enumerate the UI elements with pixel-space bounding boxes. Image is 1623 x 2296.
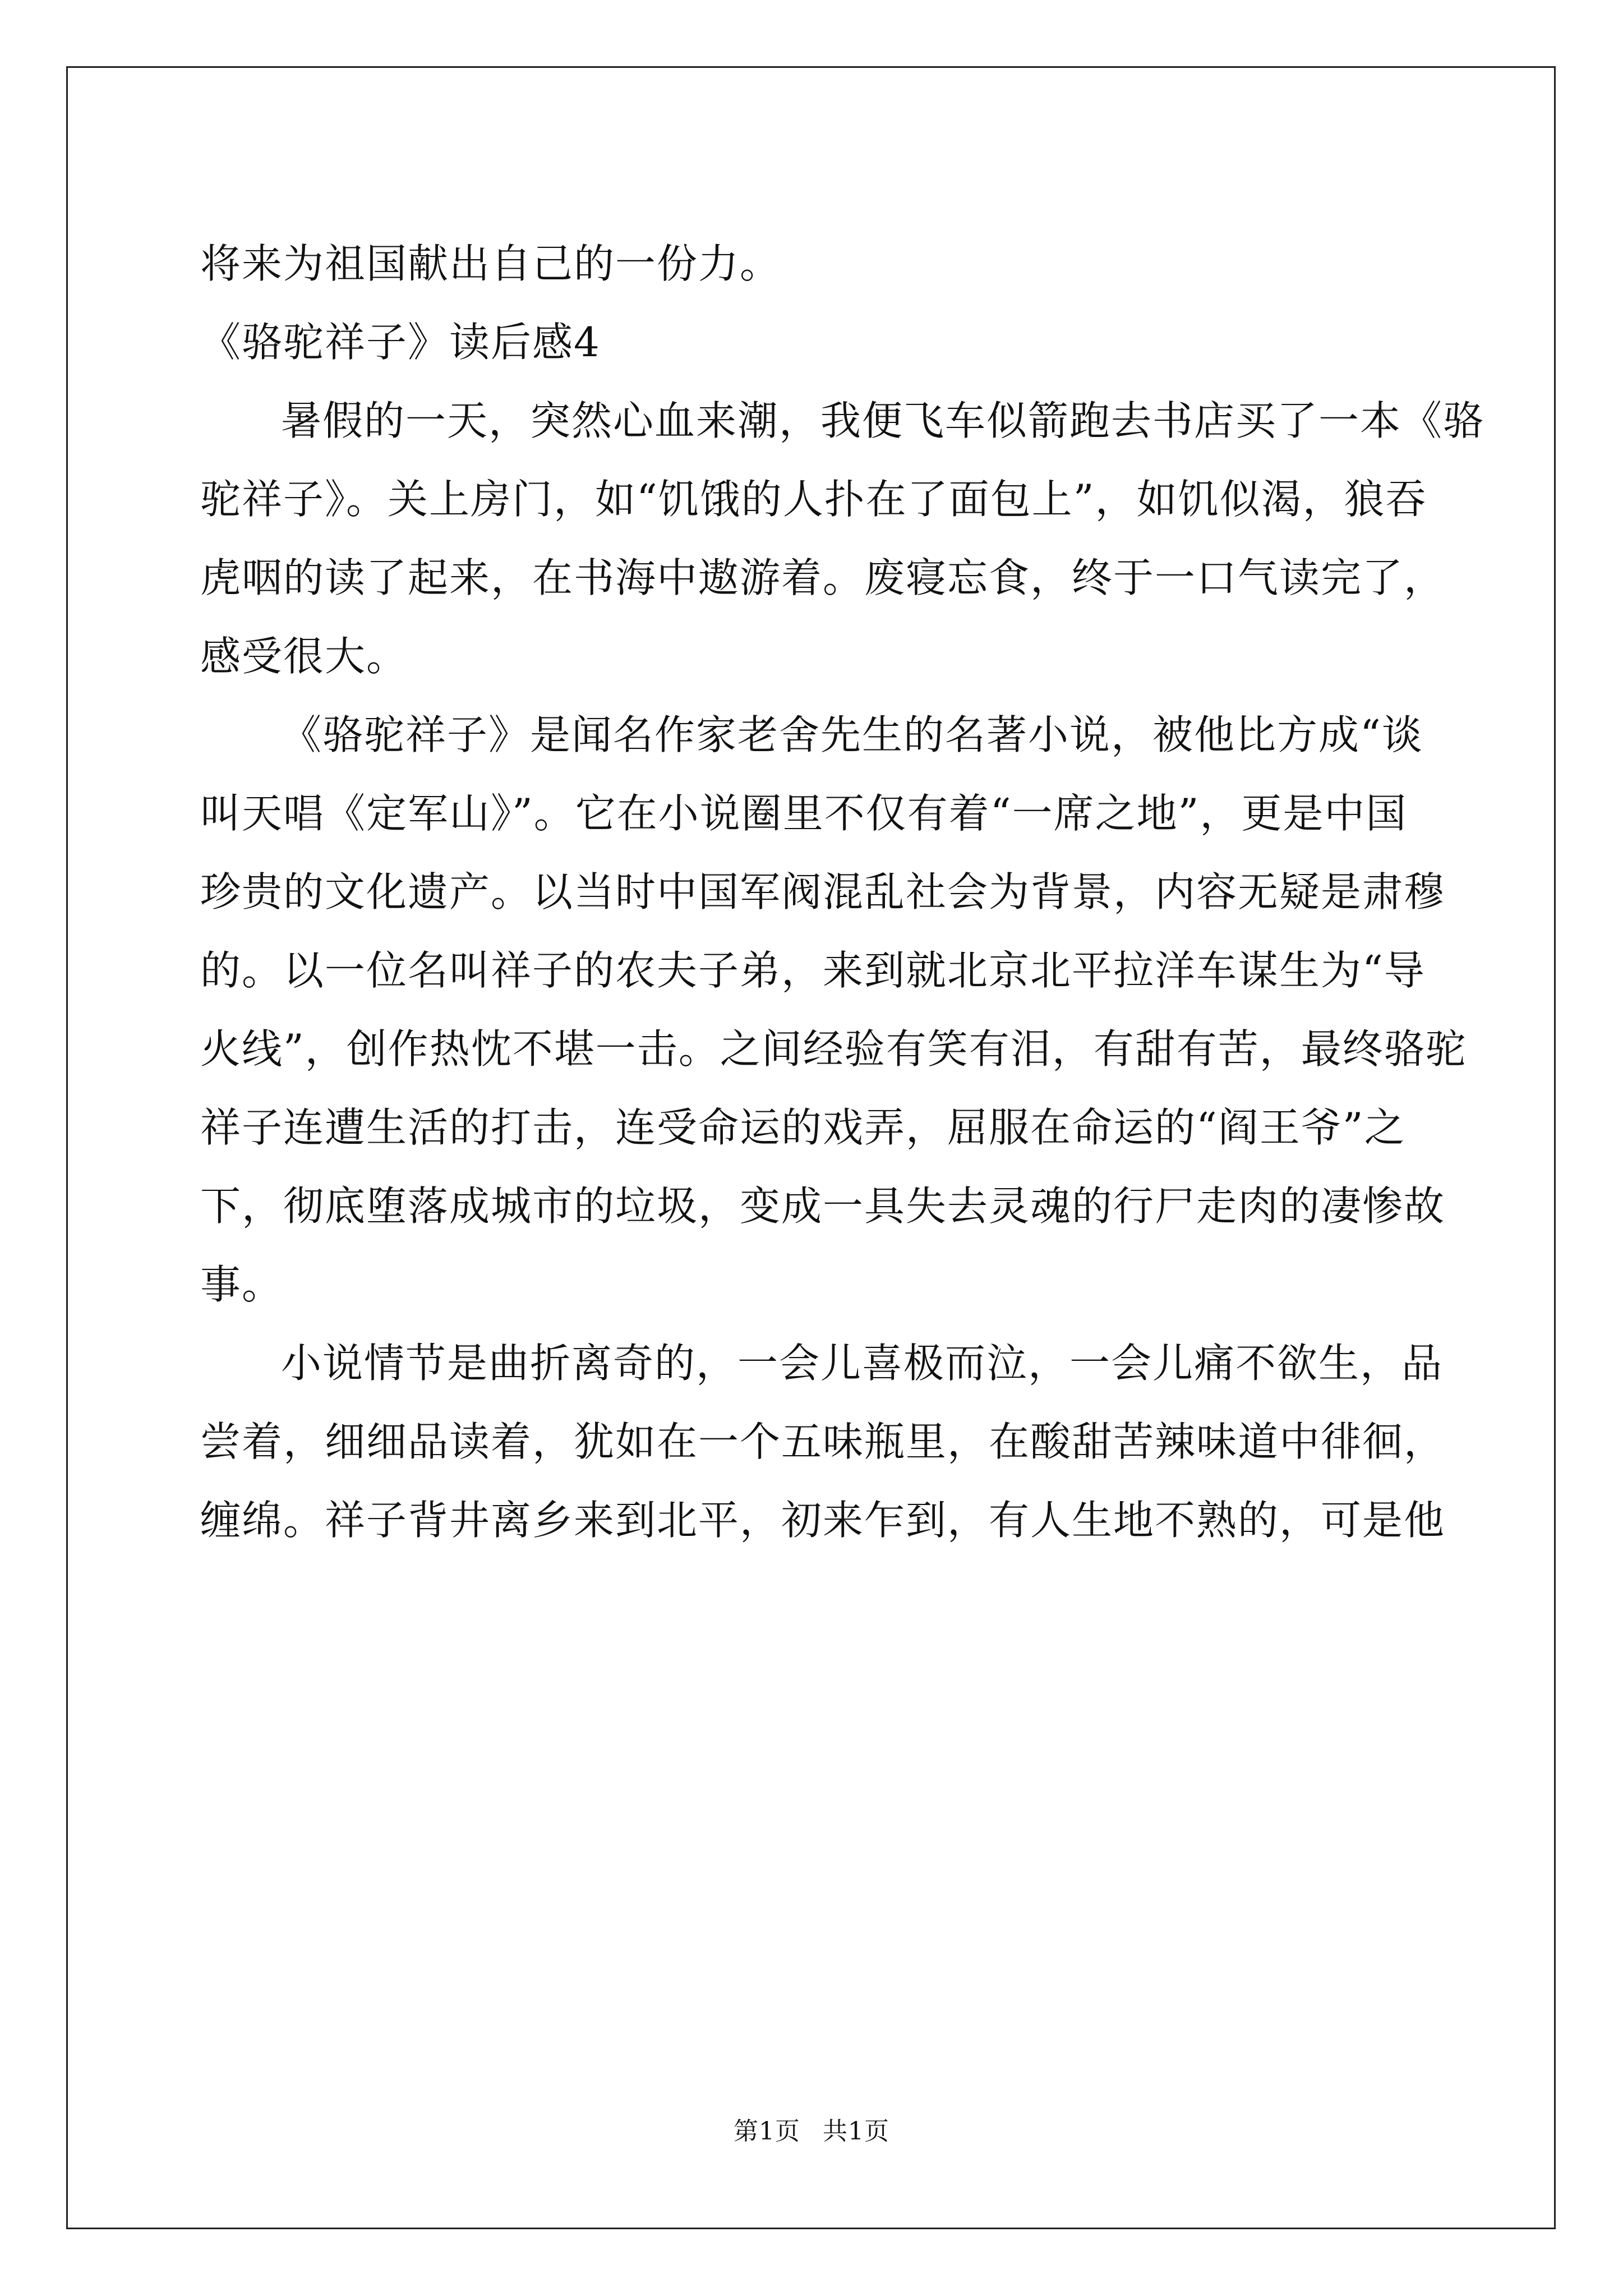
page-number-total: 共1页: [823, 2117, 889, 2146]
text-line: 将来为祖国献出自己的一份力。: [200, 240, 782, 287]
document-body: [200, 224, 1485, 1559]
paragraph-line: 珍贵的文化遗产。以当时中国军阀混乱社会为背景，内容无疑是肃穆: [200, 868, 1446, 915]
paragraph-line: 下，彻底堕落成城市的垃圾，变成一具失去灵魂的行尸走肉的凄惨故: [200, 1182, 1446, 1230]
paragraph-line: 虎咽的读了起来，在书海中遨游着。废寝忘食，终于一口气读完了，: [200, 554, 1446, 601]
paragraph-line: 的。以一位名叫祥子的农夫子弟，来到就北京北平拉洋车谋生为“导: [200, 947, 1426, 994]
paragraph-line: 祥子连遭生活的打击，连受命运的戏弄，屈服在命运的“阎王爷”之: [200, 1104, 1406, 1151]
page-number-current: 第1页: [734, 2117, 800, 2146]
paragraph-line: 驼祥子》。关上房门，如“饥饿的人扑在了面包上”，如饥似渴，狼吞: [200, 476, 1427, 523]
paragraph-line: 尝着，细细品读着，犹如在一个五味瓶里，在酸甜苦辣味道中徘徊，: [200, 1418, 1446, 1465]
paragraph-line: 火线”，创作热忱不堪一击。之间经验有笑有泪，有甜有苦，最终骆驼: [200, 1025, 1467, 1073]
paragraph-line: 暑假的一天，突然心血来潮，我便飞车似箭跑去书店买了一本《骆: [281, 397, 1485, 444]
paragraph-line: 感受很大。: [200, 633, 408, 680]
paragraph-line: 缠绵。祥子背井离乡来到北平，初来乍到，有人生地不熟的，可是他: [200, 1497, 1446, 1544]
paragraph-line: 事。: [200, 1261, 284, 1308]
page-footer: [0, 2115, 1623, 2148]
paragraph-line: 《骆驼祥子》是闻名作家老舍先生的名著小说，被他比方成“谈: [281, 711, 1423, 758]
section-title: 《骆驼祥子》读后感4: [200, 319, 601, 366]
paragraph-line: 叫天唱《定军山》”。它在小说圈里不仅有着“一席之地”，更是中国: [200, 790, 1408, 837]
paragraph-line: 小说情节是曲折离奇的，一会儿喜极而泣，一会儿痛不欲生，品: [281, 1340, 1444, 1387]
